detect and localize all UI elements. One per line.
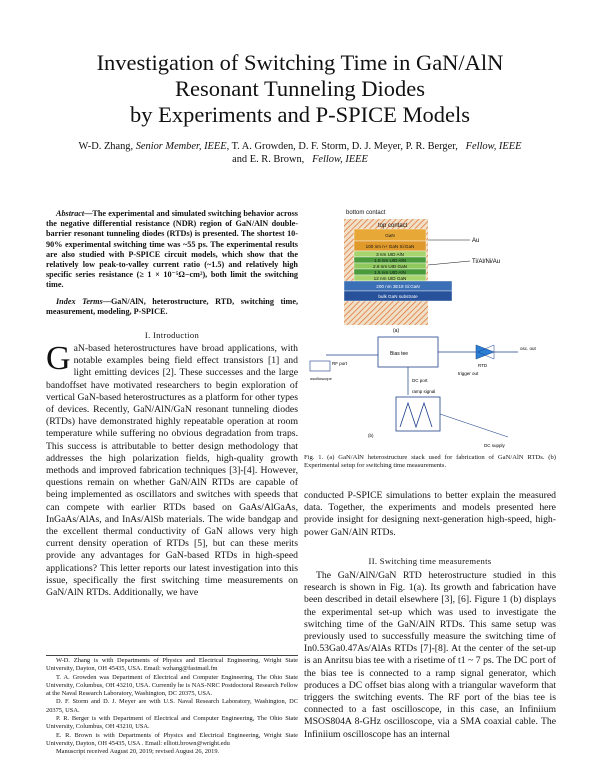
author-list bbox=[30, 140, 570, 166]
footnote: P. R. Berger is with Department of Electrical and Computer Engineering, The Ohio State University, Columbus, OH 43210, USA. bbox=[46, 715, 298, 731]
stack-layer-label: 2.6 nm UID GaN bbox=[373, 263, 407, 269]
section-2-text: The GaN/AlN/GaN RTD heterostructure studied in this research is shown in Fig. 1(a). Its growth and fabrication have been described in detail elsewhere [3], [6]. Figure 1 (b) displays the experimental set-up which was used to investigate the switching time of the GaN/AlN RTDs. This same setup was previously used to successfully measure the switching time of In0.53Ga0.47As/AlAs RTDs [7]-[8]. At the center of the set-up is an Anritsu bias tee with a risetime of t1 ~ 7 ps. The DC port of the bias tee is connected to a ramp signal generator, which produces a DC offset bias along with a triangular waveform that triggers the switching events. The RF port of the bias tee is connected to a fast oscilloscope, in this case, an Infiniium MSOS804A 8-GHz oscilloscope, via a SMA coaxial cable. The Infiniium oscilloscope has an internal bbox=[304, 570, 556, 740]
footnote: Manuscript received August 20, 2019; revised August 26, 2019. bbox=[56, 748, 220, 756]
index-terms-lead: Index Terms bbox=[56, 296, 103, 306]
title-line-2: Resonant Tunneling Diodes bbox=[174, 76, 426, 101]
abstract-block bbox=[46, 209, 298, 317]
figure-1-graphic bbox=[308, 205, 558, 450]
index-terms-text: —GaN/AlN, heterostructure, RTD, switching time, measurement, modeling, P-SPICE. bbox=[46, 296, 299, 316]
label-trigger: trigger out bbox=[458, 371, 479, 376]
label-ramp: ramp signal bbox=[412, 389, 436, 394]
section-2-body bbox=[304, 570, 556, 741]
stack-layer-label: 1.5 nm UID AlN bbox=[374, 257, 406, 263]
author-2: , T. A. Growden, D. F. Storm, D. J. Meyer, P. R. Berger, bbox=[226, 141, 458, 152]
panel-a-label: (a) bbox=[393, 328, 400, 334]
intro-continuation: conducted P-SPICE simulations to better explain the measured data. Together, the experiments and models presented here provide insight for designing next-generation high-speed, high-power GaN/AlN RTDs. bbox=[304, 490, 556, 538]
label-osc: osc. out bbox=[520, 346, 536, 351]
footnotes bbox=[46, 657, 298, 757]
stack-layer-label: 200 nm 3E19 Si:GaN bbox=[376, 283, 420, 289]
title-line-3: by Experiments and P-SPICE Models bbox=[130, 102, 470, 127]
footnote: T. A. Growden was Department of Electrical and Computer Engineering, The Ohio State University, Columbus, OH 43210, USA. Currently he is NAS-NRC Postdoctoral Research Fellow at the Naval Research Laboratory, Washington, DC 20375, USA. bbox=[46, 673, 298, 698]
section-1-body bbox=[46, 340, 298, 599]
figure-1-caption: Fig. 1. (a) GaN/AlN heterostructure stack used for fabrication of GaN/AlN RTDs. (b) Experimental setup for switching time measurements. bbox=[304, 454, 556, 470]
drop-cap: G bbox=[46, 340, 71, 377]
footnote: E. R. Brown is with Departments of Physics and Electrical Engineering, Wright State University, Dayton, OH 45435, USA . Email: elliott.brown@wright.edu bbox=[46, 731, 298, 747]
abstract-lead: Abstract bbox=[56, 209, 85, 218]
paper-title bbox=[20, 50, 580, 128]
footnote: D. F. Storm and D. J. Meyer are with U.S. Naval Research Laboratory, Washington, DC 20375, USA. bbox=[46, 698, 298, 714]
section-1-heading: I. Introduction bbox=[144, 330, 200, 340]
author-1: W-D. Zhang, bbox=[78, 141, 136, 152]
label-bias-tee: Bias tee bbox=[390, 351, 409, 357]
section-1-text: aN-based heterostructures have broad applications, with notable examples being field effect transistors [1] and light emitting devices [2]. These successes and the large bandoffset have motivated researchers to begin exploration of vertical GaN-based heterostructures as a platform for other types of devices. Recently, GaN/AlN/GaN resonant tunneling diodes (RTDs) have demonstrated highly repeatable operation at room temperature while suffering no obvious degradation from traps. This success is attributable to better design methodology that addresses the high polarization fields, high-quality growth methods and improved fabrication techniques [3]-[4]. However, questions remain on whether GaN/AlN RTDs are capable of being implemented as oscillators and switches with speeds that can compete with earlier RTDs based on GaAs/AlGaAs, InGaAs/AlAs, and InAs/AlSb materials. The wide bandgap and the excellent thermal conductivity of GaN allows very high current density operation of RTDs [5], but can these merits provide any advantages for GaN-based RTDs in high-speed applications? This letter reports our latest investigation into this issue, specifically the first switching time measurements on GaN/AlN RTDs. Additionally, we have bbox=[46, 343, 298, 599]
stack-layer-label: 1.5 nm UID AlN bbox=[374, 269, 406, 275]
stack-layer-label: 100 nm n+ GaN Si:GaN bbox=[365, 243, 415, 249]
abstract-text: —The experimental and simulated switching behavior across the negative differential resistance (NDR) region of GaN/AlN double-barrier resonant tunneling diodes (RTDs) is presented. The shortest 10-90% experimental switching time was ~55 ps. The experimental results are also studied with P-SPICE circuit models, which show that the relatively low peak-to-valley current ratio (~1.5) and relatively high specific series resistance (≥ 1 × 10⁻⁵Ω−cm²), both limit the switching time. bbox=[46, 209, 298, 290]
title-line-1: Investigation of Switching Time in GaN/AlN bbox=[96, 50, 504, 75]
author-1-role: Senior Member, IEEE bbox=[135, 141, 227, 152]
scope-box bbox=[310, 361, 330, 371]
stack-layer-label: 3 nm UID AlN bbox=[376, 251, 404, 257]
label-au: Au bbox=[472, 238, 480, 244]
author-3-role: Fellow, IEEE bbox=[312, 154, 368, 165]
footnote: W-D. Zhang is with Departments of Physics and Electrical Engineering, Wright State University, Dayton, OH 45435, USA. Email: wzhang@fastmail.fm bbox=[46, 657, 298, 673]
label-top-contact: top contact bbox=[378, 223, 408, 229]
label-rtd: RTD bbox=[478, 363, 488, 368]
label-dc-supply: DC supply bbox=[484, 443, 505, 448]
label-scope: oscilloscope bbox=[310, 376, 332, 381]
stack-layer-label: 12 nm UID GaN bbox=[373, 275, 407, 281]
figure-1 bbox=[308, 205, 558, 450]
label-dc-port: DC port bbox=[412, 378, 428, 383]
ramp-generator-box bbox=[396, 397, 440, 431]
rtd-symbol bbox=[476, 345, 494, 359]
label-metal: Ti/Al/Ni/Au bbox=[472, 259, 501, 265]
panel-b-label: (b) bbox=[368, 433, 374, 438]
author-2-role: Fellow, IEEE bbox=[465, 141, 522, 152]
author-3: and E. R. Brown, bbox=[232, 154, 305, 165]
section-2-heading: II. Switching time measurements bbox=[368, 556, 492, 566]
stack-layer-label: bulk GaN substrate bbox=[378, 293, 418, 299]
stack-layer-label: GaN bbox=[385, 232, 395, 238]
label-rf-port: RF port bbox=[332, 361, 348, 366]
footnote-rule bbox=[46, 655, 298, 656]
label-bottom-contact: bottom contact bbox=[346, 210, 386, 216]
